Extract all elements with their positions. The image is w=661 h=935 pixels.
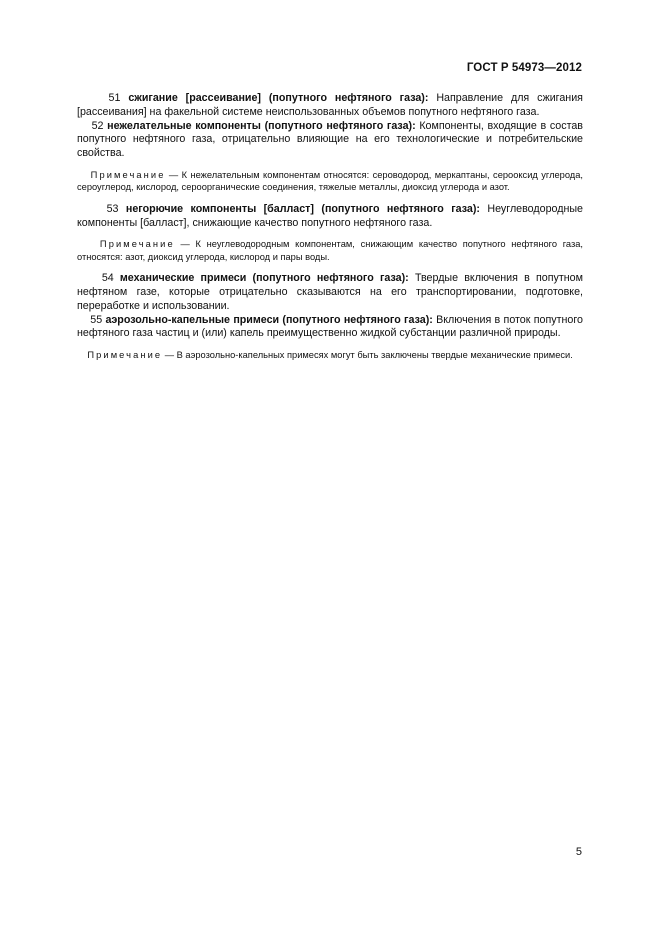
entry-number: 52 (91, 119, 104, 132)
entry-definition: Включения в поток попутного нефтяного газа частиц и (или) капель преимущественно жидкой субстанции различной природы. (77, 313, 583, 340)
standard-designation: ГОСТ Р 54973—2012 (466, 62, 582, 74)
term-entry-53 (77, 203, 583, 231)
note-label: Примечание (87, 350, 163, 361)
entry-number: 55 (90, 313, 103, 326)
entry-number: 53 (106, 202, 119, 215)
entry-definition: Твердые включения в попутном нефтяном газе, которые отрицательно сказываются на его транспортировании, подготовке, переработке и использовании. (77, 272, 583, 312)
note-text: В аэрозольно-капельных примесях могут быть заключены твердые механические примеси. (176, 350, 573, 361)
note-entry-53 (77, 238, 583, 263)
entry-number: 51 (108, 92, 121, 104)
note-label: Примечание (99, 239, 175, 250)
entry-definition: Направление для сжигания [рассеивания] на факельной системе неиспользованных объемов попутного нефтяного газа. (77, 92, 583, 118)
document-body (77, 92, 583, 371)
entry-definition: Неуглеводородные компоненты [балласт], снижающие качество попутного нефтяного газа. (77, 202, 583, 229)
note-text: К нежелательным компонентам относятся: сероводород, меркаптаны, серооксид углерода, сероуглерод, кислород, сероорганические соединения, тяжелые металлы, диоксид углерода и азот. (77, 169, 583, 193)
note-dash: — (164, 350, 175, 361)
entry-term: сжигание [рассеивание] (попутного нефтяного газа): (128, 92, 429, 104)
entry-term: аэрозольно-капельные примеси (попутного нефтяного газа): (105, 313, 433, 326)
entry-term: нежелательные компоненты (попутного нефтяного газа): (107, 119, 416, 132)
note-label: Примечание (90, 169, 166, 180)
term-entry-55 (77, 314, 583, 342)
term-entry-52 (77, 120, 583, 161)
note-dash: — (180, 239, 190, 250)
note-entry-52 (77, 169, 583, 194)
note-entry-55 (77, 349, 583, 361)
entry-term: механические примеси (попутного нефтяного газа): (119, 272, 409, 285)
term-entry-51 (77, 92, 583, 120)
page-number: 5 (575, 846, 582, 858)
entry-term: негорючие компоненты [балласт] (попутного нефтяного газа): (125, 202, 480, 215)
term-entry-54 (77, 272, 583, 313)
note-text: К неуглеводородным компонентам, снижающим качество попутного нефтяного газа, относятся: азот, диоксид углерода, кислород и пары воды. (77, 239, 583, 262)
note-dash: — (168, 169, 179, 180)
entry-definition: Компоненты, входящие в состав попутного нефтяного газа, отрицательно влияющие на его технологические и потребительские свойства. (77, 119, 583, 160)
entry-number: 54 (101, 272, 114, 285)
